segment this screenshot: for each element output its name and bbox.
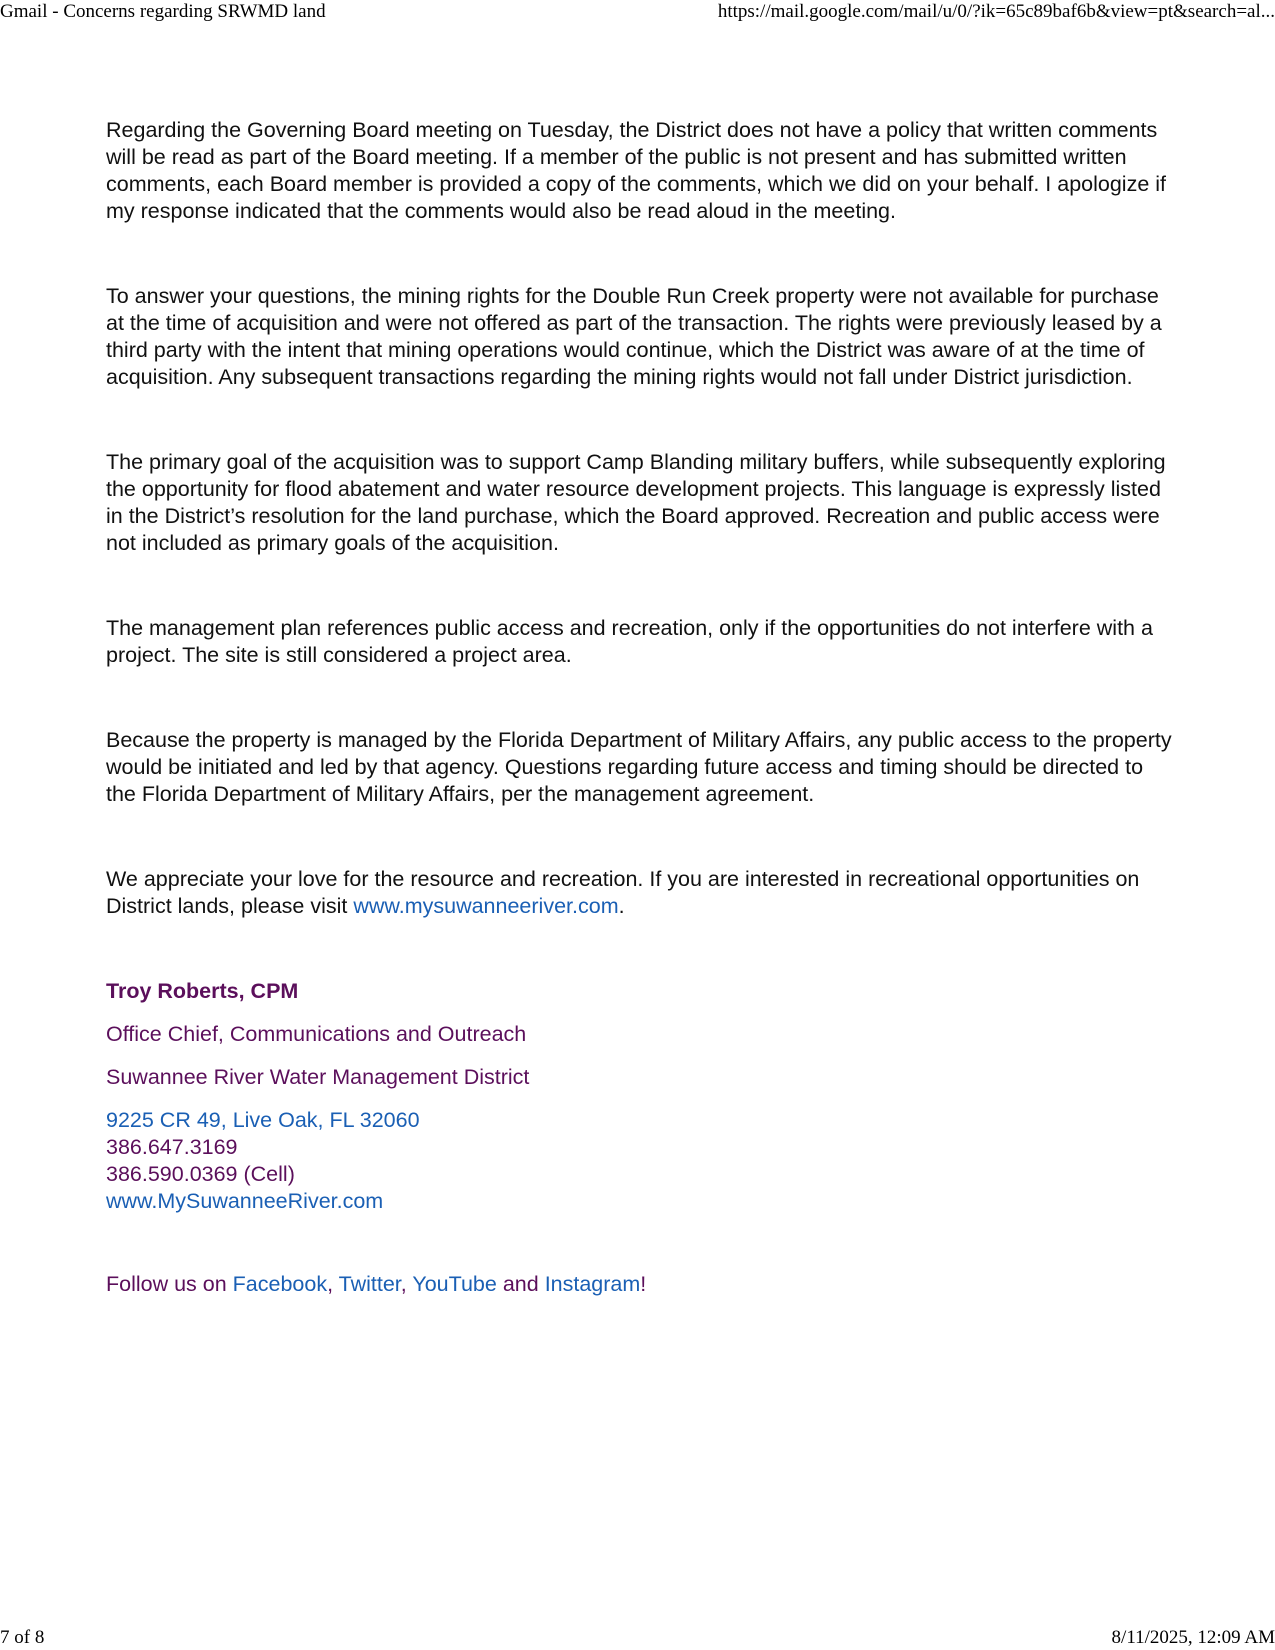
- signature-address-link[interactable]: 9225 CR 49, Live Oak, FL 32060: [106, 1108, 420, 1132]
- print-header: [0, 0, 1275, 24]
- social-follow-line: [106, 1271, 1178, 1298]
- message-paragraph: To answer your questions, the mining rights for the Double Run Creek property were not available for purchase at the time of acquisition and were not offered as part of the transaction. The rights were previously leased by a third party with the intent that mining operations would continue, which the District was aware of at the time of acquisition. Any subsequent transactions regarding the mining rights would not fall under District jurisdiction.: [106, 284, 1162, 389]
- closing-paragraph: [106, 866, 1178, 920]
- email-message-body: [106, 117, 1178, 1298]
- signature-phone: 386.647.3169: [106, 1135, 238, 1159]
- follow-separator: ,: [327, 1272, 339, 1296]
- follow-suffix: !: [640, 1272, 647, 1296]
- facebook-link[interactable]: Facebook: [232, 1272, 328, 1296]
- closing-period: .: [618, 894, 625, 918]
- signature-name: Troy Roberts, CPM: [106, 979, 299, 1003]
- twitter-link[interactable]: Twitter: [338, 1272, 401, 1296]
- district-website-link[interactable]: www.mysuwanneeriver.com: [353, 894, 619, 918]
- email-signature: [106, 978, 1178, 1298]
- signature-title: Office Chief, Communications and Outreach: [106, 1022, 527, 1046]
- signature-contact-block: [106, 1107, 1178, 1215]
- message-paragraph: Regarding the Governing Board meeting on Tuesday, the District does not have a policy that written comments will be read as part of the Board meeting. If a member of the public is not present and has submitted written comments, each Board member is provided a copy of the comments, which we did on your behalf. I apologize if my response indicated that the comments would also be read aloud in the meeting.: [106, 118, 1167, 223]
- print-timestamp: 8/11/2025, 12:09 AM: [1111, 1627, 1275, 1648]
- signature-organization: Suwannee River Water Management District: [106, 1065, 530, 1089]
- print-header-title: Gmail - Concerns regarding SRWMD land: [0, 1, 326, 22]
- follow-separator: ,: [400, 1272, 413, 1296]
- closing-text: We appreciate your love for the resource and recreation. If you are interested in recreational opportunities on District lands, please visit: [106, 867, 1140, 918]
- youtube-link[interactable]: YouTube: [412, 1272, 497, 1296]
- print-footer: [0, 1626, 1275, 1650]
- follow-prefix: Follow us on: [106, 1272, 233, 1296]
- follow-and: and: [496, 1272, 545, 1296]
- signature-cell-phone: 386.590.0369 (Cell): [106, 1162, 295, 1186]
- message-paragraph: The primary goal of the acquisition was to support Camp Blanding military buffers, while subsequently exploring the opportunity for flood abatement and water resource development projects. This language is expressly listed in the District’s resolution for the land purchase, which the Board approved. Recreation and public access were not included as primary goals of the acquisition.: [106, 450, 1166, 555]
- message-paragraph: The management plan references public access and recreation, only if the opportunities do not interfere with a project. The site is still considered a project area.: [106, 616, 1153, 667]
- page-number: 7 of 8: [0, 1627, 45, 1648]
- instagram-link[interactable]: Instagram: [544, 1272, 641, 1296]
- signature-website-link[interactable]: www.MySuwanneeRiver.com: [106, 1189, 384, 1213]
- message-paragraph: Because the property is managed by the Florida Department of Military Affairs, any public access to the property would be initiated and led by that agency. Questions regarding future access and timing should be directed to the Florida Department of Military Affairs, per the management agreement.: [106, 728, 1172, 806]
- print-header-url: https://mail.google.com/mail/u/0/?ik=65c89baf6b&view=pt&search=al...: [717, 1, 1275, 22]
